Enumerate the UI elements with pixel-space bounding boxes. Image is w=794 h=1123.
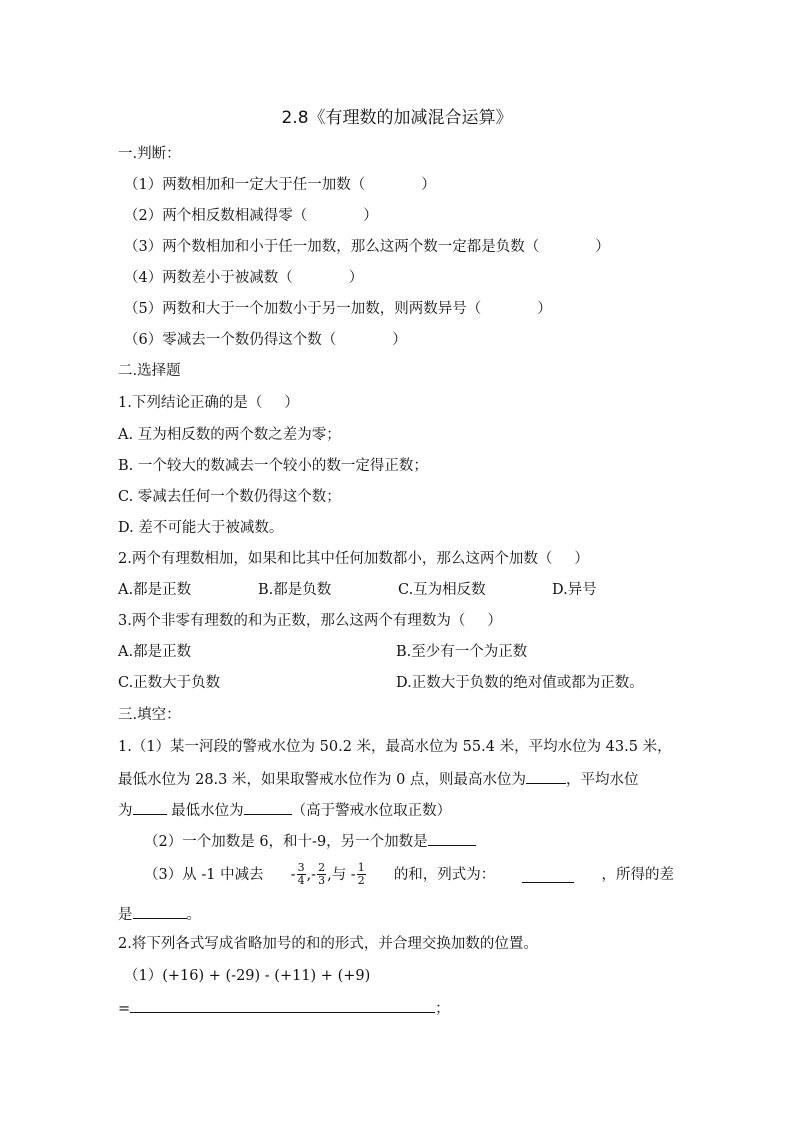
choice-q1-option-c: C. 零减去任何一个数仍得这个数； bbox=[118, 489, 341, 505]
answer-blank[interactable] bbox=[522, 867, 574, 883]
answer-blank[interactable] bbox=[244, 799, 292, 815]
choice-q2-stem: 2.两个有理数相加，如果和比其中任何加数都小，那么这两个加数（ ） bbox=[118, 551, 589, 567]
answer-blank[interactable] bbox=[130, 997, 435, 1013]
judgment-item-5: （5）两数和大于一个加数小于另一加数，则两数异号（ ） bbox=[124, 301, 552, 317]
choice-q3-option-b: B.至少有一个为正数 bbox=[396, 644, 528, 660]
fill-q1-line3: 为 最低水位为 （高于警戒水位取正数） bbox=[118, 799, 451, 821]
fraction-2-3: $\frac{2}{3}$ bbox=[318, 861, 326, 887]
answer-blank[interactable] bbox=[133, 903, 187, 919]
judgment-item-1: （1）两数相加和一定大于任一加数（ ） bbox=[124, 177, 436, 193]
fill-q1-part3: （3）从 -1 中减去 - $\frac{3}{4}$ ,- $\frac{2}{3}$ ,与 - $\frac{1}{2}$ 的和，列式为： ，所得的差 bbox=[144, 861, 674, 887]
choice-q3-option-c: C.正数大于负数 bbox=[118, 675, 221, 691]
fill-q1-line2: 最低水位为 28.3 米，如果取警戒水位作为 0 点，则最高水位为 ，平均水位 bbox=[118, 768, 674, 790]
page-title: 2.8《有理数的加减混合运算》 bbox=[281, 108, 513, 128]
answer-blank[interactable] bbox=[428, 830, 476, 846]
fill-q1-part3-line2: 是 。 bbox=[118, 903, 201, 925]
choice-q1-option-b: B. 一个较大的数减去一个较小的数一定得正数； bbox=[118, 458, 428, 474]
fraction-3-4: $\frac{3}{4}$ bbox=[297, 861, 305, 887]
choice-q1-stem: 1.下列结论正确的是（ ） bbox=[118, 395, 299, 411]
fill-q2-answer-line: = ； bbox=[118, 997, 450, 1019]
choice-q2-option-d: D.异号 bbox=[552, 582, 597, 598]
section-fill-heading: 三.填空： bbox=[118, 707, 181, 723]
section-choice-heading: 二.选择题 bbox=[118, 363, 181, 379]
choice-q3-stem: 3.两个非零有理数的和为正数，那么这两个有理数为（ ） bbox=[118, 613, 502, 629]
fraction-1-2: $\frac{1}{2}$ bbox=[357, 861, 365, 887]
choice-q1-option-d: D. 差不可能大于被减数。 bbox=[118, 520, 284, 536]
section-judgment-heading: 一.判断： bbox=[118, 146, 181, 162]
fill-q1-part2: （2）一个加数是 6，和十-9，另一个加数是 bbox=[144, 830, 476, 852]
choice-q2-option-b: B.都是负数 bbox=[258, 582, 332, 598]
choice-q3-option-d: D.正数大于负数的绝对值或都为正数。 bbox=[396, 675, 644, 691]
fill-q1-line1: 1.（1）某一河段的警戒水位为 50.2 米，最高水位为 55.4 米，平均水位为 43.5 米， bbox=[118, 739, 672, 755]
choice-q2-option-c: C.互为相反数 bbox=[398, 582, 486, 598]
choice-q2-option-a: A.都是正数 bbox=[118, 582, 192, 598]
judgment-item-6: （6）零减去一个数仍得这个数（ ） bbox=[124, 332, 407, 348]
choice-q3-option-a: A.都是正数 bbox=[118, 644, 192, 660]
judgment-item-3: （3）两个数相加和小于任一加数，那么这两个数一定都是负数（ ） bbox=[124, 239, 610, 255]
fill-q2-stem: 2.将下列各式写成省略加号的和的形式，并合理交换加数的位置。 bbox=[118, 936, 538, 952]
answer-blank[interactable] bbox=[526, 768, 566, 784]
answer-blank[interactable] bbox=[133, 799, 167, 815]
judgment-item-4: （4）两数差小于被减数（ ） bbox=[124, 270, 364, 286]
judgment-item-2: （2）两个相反数相减得零（ ） bbox=[124, 208, 378, 224]
fill-q2-expression: （1）(+16) + (-29) - (+11) + (+9) bbox=[124, 968, 371, 984]
choice-q1-option-a: A. 互为相反数的两个数之差为零； bbox=[118, 427, 341, 443]
